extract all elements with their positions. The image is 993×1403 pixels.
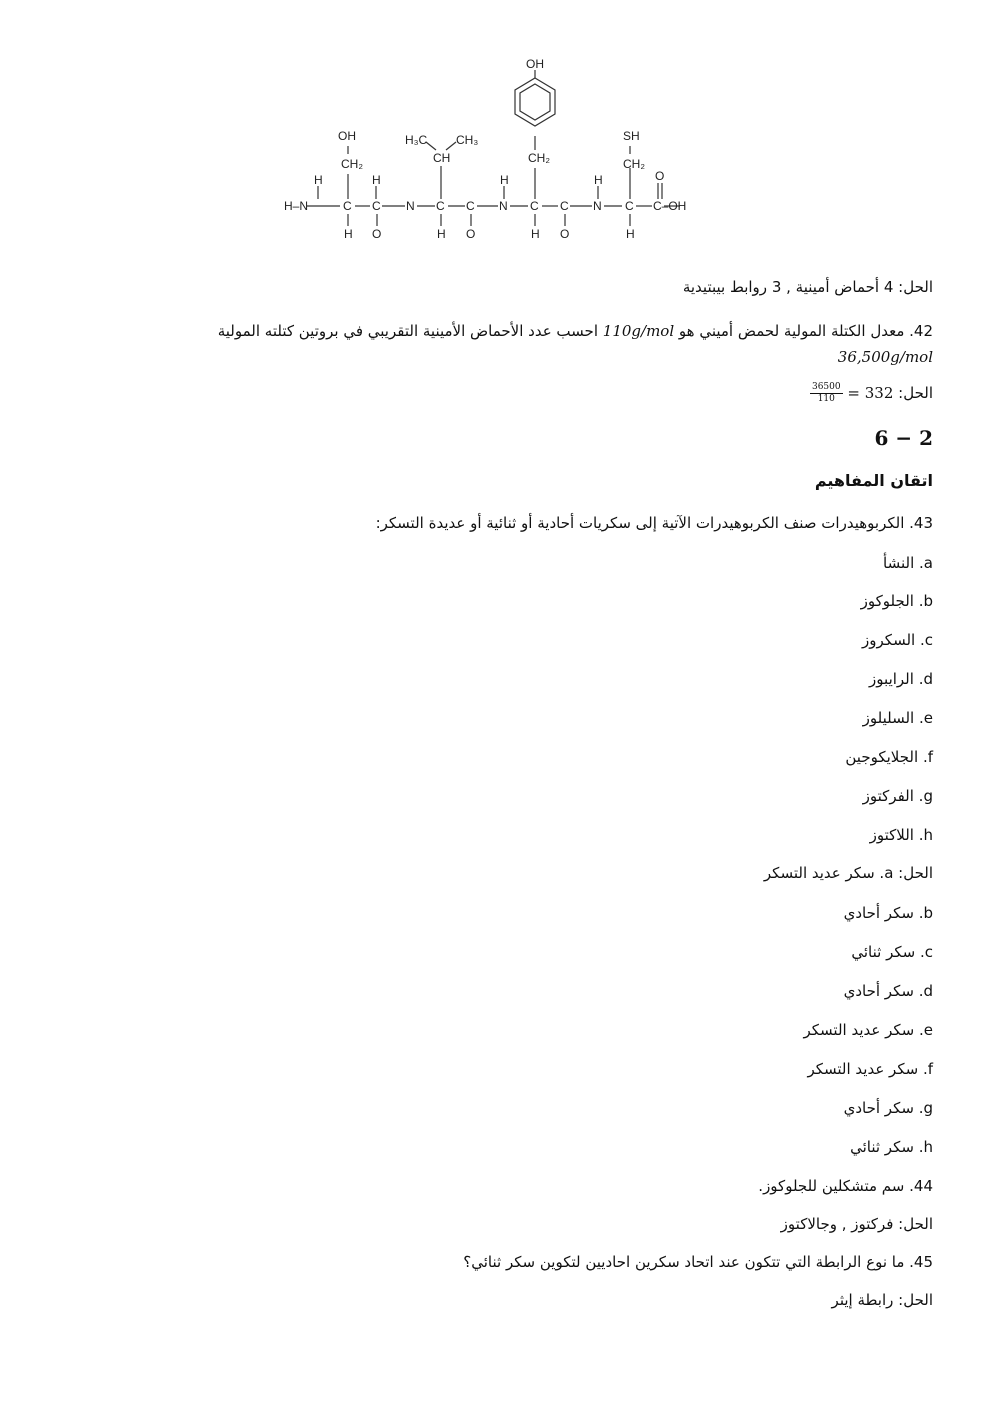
question-45: 45. ما نوع الرابطة التي تتكون عند اتحاد سكرين احاديين لتكوين سكر ثنائي؟ (463, 1253, 933, 1271)
list-item: g. الفركتوز (862, 787, 933, 805)
atom-o: O (372, 227, 382, 241)
atom-ch: CH (433, 151, 451, 165)
answer-43: الحل: a. سكر عديد التسكر (763, 864, 933, 882)
atom-c: C (530, 199, 539, 213)
question-44: 44. سم متشكلين للجلوكوز. (758, 1177, 933, 1195)
atom-o: O (655, 169, 665, 183)
list-item: h. سكر ثنائي (850, 1138, 933, 1156)
atom-h: H (314, 173, 323, 187)
answer-44: الحل: فركتوز , وجالاكتوز (780, 1215, 933, 1233)
atom-h3c: H₃C (405, 133, 428, 147)
list-item: e. السليلوز (862, 709, 933, 727)
list-item: c. السكروز (862, 631, 933, 649)
atom-c: C (625, 199, 634, 213)
atom-c: C (560, 199, 569, 213)
list-item: d. الرايبوز (869, 670, 933, 688)
atom-h: H (531, 227, 540, 241)
atom-c: C (466, 199, 475, 213)
answer-41: الحل: 4 أحماض أمينية , 3 روابط بيبتيدية (682, 278, 933, 296)
atom-h: H (626, 227, 635, 241)
atom-h: H (344, 227, 353, 241)
section-number: 6 − 2 (874, 426, 933, 450)
list-item: g. سكر أحادي (843, 1099, 933, 1117)
atom-ch2: CH₂ (528, 151, 550, 165)
question-42 (173, 318, 933, 370)
answer-42-label: الحل: (898, 384, 933, 402)
atom-o: O (560, 227, 570, 241)
list-item: h. اللاكتوز (869, 826, 933, 844)
fraction (810, 382, 843, 405)
atom-o: O (466, 227, 476, 241)
structure-svg (280, 58, 710, 248)
atom-sh: SH (623, 129, 640, 143)
atom-n: N (406, 199, 415, 213)
atom-n: N (593, 199, 602, 213)
atom-h: H (437, 227, 446, 241)
answer-42-result: = 332 (847, 384, 894, 402)
tetrapeptide-structure (280, 58, 710, 248)
atom-h: H (594, 173, 603, 187)
list-item: a. النشأ (883, 554, 933, 572)
answer-45: الحل: رابطة إيثر (831, 1291, 933, 1309)
atom-c: C (343, 199, 352, 213)
atom-c-oh: C–OH (653, 199, 687, 213)
atom-oh: OH (526, 58, 544, 71)
answer-42-equation (810, 376, 893, 410)
list-item: b. الجلوكوز (860, 592, 933, 610)
atom-oh: OH (338, 129, 356, 143)
list-item: f. الجلايكوجين (845, 748, 933, 766)
fraction-denominator: 110 (817, 394, 835, 404)
atom-ch2: CH₂ (341, 157, 363, 171)
list-item: e. سكر عديد التسكر (803, 1021, 933, 1039)
list-item: c. سكر ثنائي (851, 943, 933, 961)
atom-ch2: CH₂ (623, 157, 645, 171)
fraction-numerator: 36500 (811, 382, 841, 392)
list-item: f. سكر عديد التسكر (807, 1060, 933, 1078)
question-42-text: 42. معدل الكتلة المولية لحمض أميني هو (678, 322, 933, 340)
section-heading: اتقان المفاهيم (814, 471, 933, 490)
protein-molar-mass: 36,500g/mol (837, 348, 933, 366)
molar-mass-amino-acid: 110g/mol (602, 322, 675, 340)
atom-h: H (372, 173, 381, 187)
atom-c: C (372, 199, 381, 213)
list-item: d. سكر أحادي (843, 982, 933, 1000)
list-item: b. سكر أحادي (843, 904, 933, 922)
atom-h-n: H–N (284, 199, 309, 213)
atom-n: N (499, 199, 508, 213)
atom-c: C (436, 199, 445, 213)
question-42-text2: احسب عدد الأحماض الأمينية التقريبي في بروتين كتلته المولية (217, 322, 598, 340)
atom-ch3: CH₃ (456, 133, 479, 147)
answer-42 (810, 376, 933, 410)
question-43: 43. الكربوهيدرات صنف الكربوهيدرات الآتية إلى سكريات أحادية أو ثنائية أو عديدة التسكر: (375, 514, 933, 532)
atom-h: H (500, 173, 509, 187)
